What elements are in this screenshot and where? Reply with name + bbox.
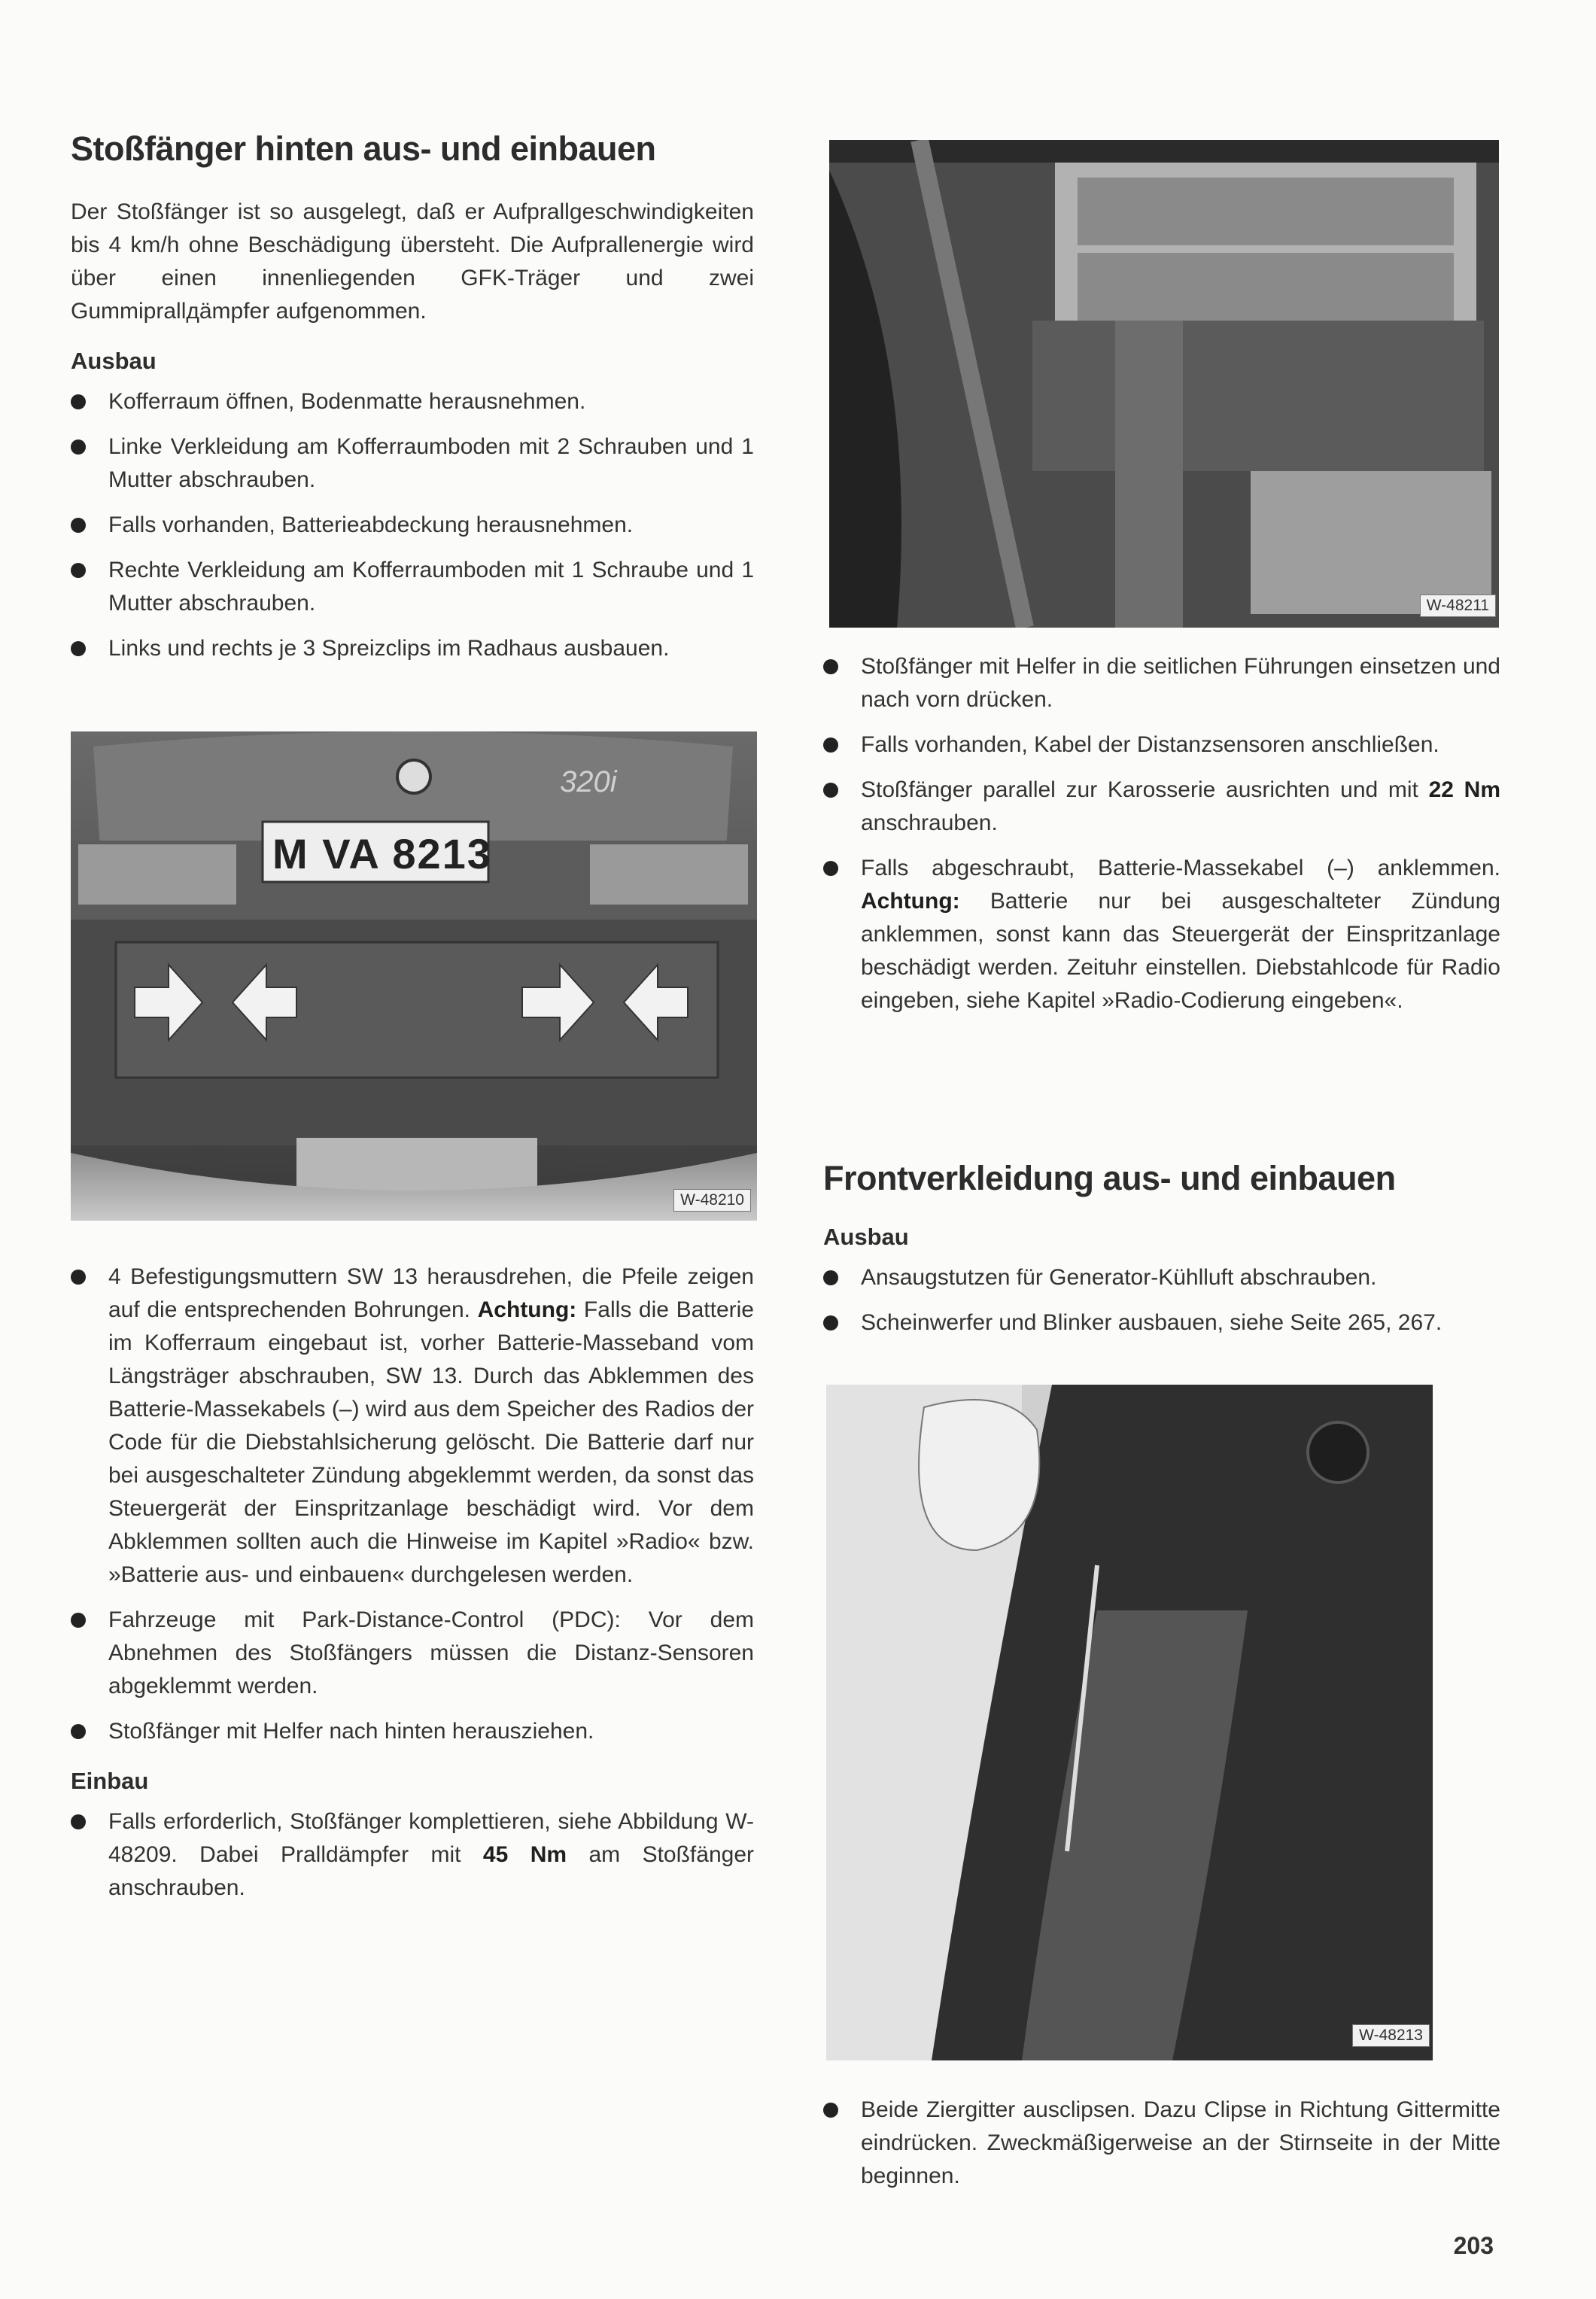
list-item-text: Falls erforderlich, Stoßfänger komplettieren, siehe Abbildung W-48209. Dabei Pralldämpfer mit <box>108 1809 754 1867</box>
list-item <box>71 1805 754 1905</box>
list-item-text: Rechte Verkleidung am Kofferraumboden mit 1 Schraube und 1 Mutter abschrauben. <box>108 558 754 616</box>
photo-front-grille-illustration <box>826 1385 1433 2060</box>
right-column-middle <box>823 1159 1500 1352</box>
list-item <box>71 1715 754 1748</box>
list-item <box>823 1306 1500 1340</box>
list-item-text: Stoßfänger parallel zur Karosserie ausrichten und mit <box>861 777 1429 802</box>
list-item-text: Fahrzeuge mit Park-Distance-Control (PDC): Vor dem Abnehmen des Stoßfängers müssen die Distanz-Sensoren abgeklemmt werden. <box>108 1607 754 1698</box>
list-item-text: Falls vorhanden, Batterieabdeckung herausnehmen. <box>108 512 634 537</box>
model-badge: 320i <box>560 765 617 798</box>
emphasis-text: Achtung: <box>477 1297 577 1322</box>
license-plate-text: M VA 8213 <box>272 830 492 877</box>
bullet-icon <box>823 737 838 753</box>
list-item-text: 4 Befestigungsmuttern SW 13 herausdrehen, die Pfeile zeigen auf die entsprechenden Bohrungen. <box>108 1264 754 1322</box>
list-item-text: Links und rechts je 3 Spreizclips im Radhaus ausbauen. <box>108 636 670 661</box>
list-item <box>823 2094 1500 2193</box>
intro-paragraph: Der Stoßfänger ist so ausgelegt, daß er Aufprallgeschwindigkeiten bis 4 km/h ohne Beschädigung übersteht. Die Aufprallenergie wird über einen innenliegenden GFK-Träger und zwei Gummiprallдämpfer aufgenommen. <box>71 199 754 324</box>
einbau-list <box>71 1805 754 1905</box>
section-title-rear-bumper: Stoßfänger hinten aus- und einbauen <box>71 129 656 168</box>
photo-bumper-guides-illustration <box>829 140 1499 628</box>
bullet-icon <box>823 783 838 798</box>
grille-steps-list <box>823 2094 1500 2193</box>
bullet-icon <box>71 439 86 455</box>
left-column <box>71 129 754 677</box>
bullet-icon <box>71 394 86 409</box>
list-item-text: Falls die Batterie im Kofferraum eingebaut ist, vorher Batterie-Masseband vom Längsträger abschrauben, SW 13. Durch das Abklemmen des Batterie-Massekabels (–) wird aus dem Speicher des Radios der Code für die Diebstahlsicherung gelöscht. Die Batterie darf nur bei ausgeschalteter Zündung abgeklemmt werden, da sonst das Steuergerät der Einspritzanlage beschädigt wird. Vor dem Abklemmen sollten auch die Hinweise im Kapitel »Radio« bzw. »Batterie aus- und einbauen« durchgelesen werden. <box>108 1297 754 1587</box>
bullet-icon <box>823 2103 838 2118</box>
list-item <box>71 509 754 542</box>
ausbau-list <box>71 385 754 665</box>
bullet-icon <box>71 1270 86 1285</box>
page-number: 203 <box>1453 2232 1494 2259</box>
list-item-text: Stoßfänger mit Helfer in die seitlichen Führungen einsetzen und nach vorn drücken. <box>861 654 1500 712</box>
photo-front-grille <box>826 1385 1433 2060</box>
ausbau-heading-front: Ausbau <box>823 1224 909 1250</box>
bullet-icon <box>823 861 838 876</box>
list-item-text: Kofferraum öffnen, Bodenmatte herausnehmen. <box>108 389 586 414</box>
bullet-icon <box>71 1724 86 1739</box>
list-item-text: Batterie nur bei ausgeschalteter Zündung anklemmen, sonst kann das Steuergerät der Einspritzanlage beschädigt werden. Zeituhr einstellen. Diebstahlcode für Radio eingeben, siehe Kapitel »Radio-Codierung eingeben«. <box>861 889 1500 1013</box>
list-item <box>71 632 754 665</box>
right-column-lower <box>823 2094 1500 2205</box>
bullet-icon <box>71 641 86 656</box>
bullet-icon <box>823 1315 838 1330</box>
emphasis-text: 22 Nm <box>1428 777 1501 802</box>
list-item <box>823 650 1500 716</box>
arrow-icons <box>71 731 757 1221</box>
list-item <box>823 728 1500 762</box>
list-item-text: anschrauben. <box>861 810 998 835</box>
list-item <box>71 1604 754 1703</box>
einbau-heading: Einbau <box>71 1768 149 1794</box>
list-item-text: Linke Verkleidung am Kofferraumboden mit 2 Schrauben und 1 Mutter abschrauben. <box>108 434 754 492</box>
front-ausbau-list <box>823 1261 1500 1340</box>
list-item-text: Ansaugstutzen für Generator-Kühlluft abschrauben. <box>861 1265 1377 1290</box>
removal-steps-list <box>71 1260 754 1748</box>
photo-label-w48210: W-48210 <box>673 1189 751 1212</box>
photo-bumper-guides <box>829 140 1499 628</box>
ausbau-heading: Ausbau <box>71 348 157 374</box>
list-item <box>823 774 1500 840</box>
photo-rear-bumper-trunk <box>71 731 757 1221</box>
right-column-upper <box>823 650 1500 1029</box>
left-column-lower <box>71 1260 754 1917</box>
list-item <box>71 430 754 497</box>
list-item <box>71 385 754 418</box>
section-title-front-trim: Frontverkleidung aus- und einbauen <box>823 1159 1396 1197</box>
list-item-text: Beide Ziergitter ausclipsen. Dazu Clipse in Richtung Gittermitte eindrücken. Zweckmäßigerweise an der Stirnseite in der Mitte beginnen. <box>861 2097 1500 2188</box>
bullet-icon <box>823 1270 838 1285</box>
list-item-text: Falls vorhanden, Kabel der Distanzsensoren anschließen. <box>861 732 1439 757</box>
bullet-icon <box>71 518 86 533</box>
list-item <box>823 1261 1500 1294</box>
list-item-text: Stoßfänger mit Helfer nach hinten herausziehen. <box>108 1719 594 1744</box>
list-item-text: Falls abgeschraubt, Batterie-Massekabel (–) anklemmen. <box>861 856 1500 880</box>
installation-steps-list <box>823 650 1500 1017</box>
list-item <box>823 852 1500 1017</box>
list-item <box>71 1260 754 1592</box>
photo-label-w48213: W-48213 <box>1352 2024 1430 2047</box>
bullet-icon <box>71 1814 86 1829</box>
bullet-icon <box>823 659 838 674</box>
list-item-text: Scheinwerfer und Blinker ausbauen, siehe Seite 265, 267. <box>861 1310 1442 1335</box>
bullet-icon <box>71 1613 86 1628</box>
list-item <box>71 554 754 620</box>
bullet-icon <box>71 563 86 578</box>
photo-label-w48211: W-48211 <box>1420 595 1496 617</box>
emphasis-text: Achtung: <box>861 889 960 914</box>
emphasis-text: 45 Nm <box>482 1842 567 1867</box>
list-item-text: am Stoßfänger anschrauben. <box>108 1842 754 1900</box>
